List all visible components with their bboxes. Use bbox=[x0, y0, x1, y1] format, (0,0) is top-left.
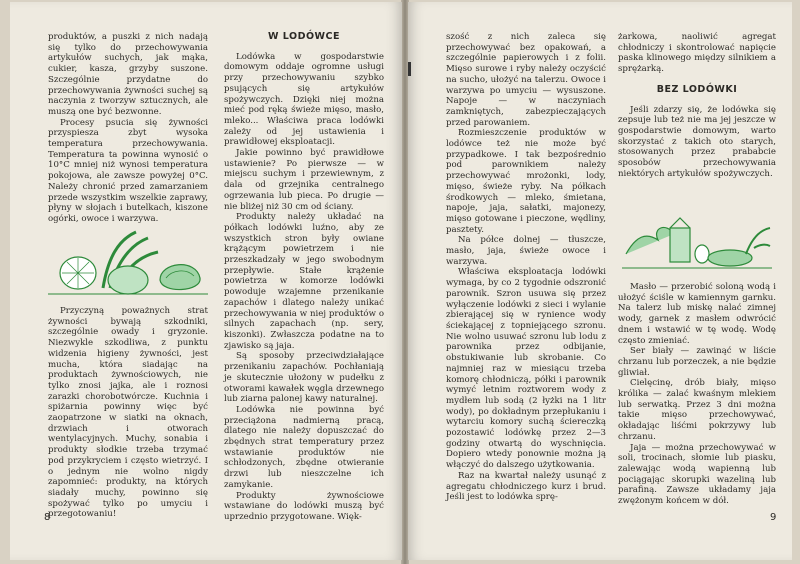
paragraph-defrosting: Właściwa eksploatacja lodówki wymaga, by co 2 tygodnie odszronić parownik. Szron usuwa się przez wyłączenie lodówki z sieci i wylanie zbierającej się w rynience wody ściekającej z topniejącego szronu. Nie wolno usuwać szronu lub lodu z parownika przez odbijanie, obstukiwanie lub skrobanie. Co najmniej raz w miesiącu trzeba komorę chłodniczą, półki i parownik wymyć letnim roztworem wody z mydłem lub sodą (2 łyżki na 1 litr wody), po dokładnym przepłukaniu i wytarciu komory suchą ściereczką pozostawić lodówkę przez 2—3 godziny otwartą do wyschnięcia. Dopiero wtedy ponownie można ją włączyć do dalszego użytkowania. bbox=[446, 267, 606, 471]
margin-mark bbox=[408, 62, 411, 76]
paragraph-cheese: Ser biały — zawinąć w liście chrzanu lub porzeczek, a nie będzie gliwiał. bbox=[618, 346, 776, 378]
left-column-1 bbox=[48, 32, 208, 225]
paragraph-preparation: Produkty żywnościowe wstawiane do lodówki muszą być uprzednio przygotowane. Więk- bbox=[224, 490, 384, 522]
left-page bbox=[10, 2, 402, 560]
paragraph-butter: Masło — przerobić soloną wodą i ułożyć ściśle w kamiennym garnku. Na talerz lub miskę nalać zimnej wody, garnek z masłem odwrócić dnem i wstawić w tę wodę. Wodę często zmieniać. bbox=[618, 282, 776, 346]
paragraph-fridge-placement: Jakie powinno być prawidłowe ustawienie? Po pierwsze — w miejscu suchym i przewiewnym, z dala od grzejnika centralnego ogrzewania lub pieca. Po drugie — nie bliżej niż 30 cm od ściany. bbox=[224, 148, 384, 212]
page-number-left: 8 bbox=[44, 512, 51, 523]
paragraph-continuation: produktów, a puszki z nich nadają się tylko do przechowywania artykułów suchych, jak mąka, cukier, kasza, grzyby suszone. Szczególnie przydatne do przechowywania żywności suchej są naczynia z tworzyw sztucznych, ale muszą one być bezwonne. bbox=[48, 32, 208, 117]
paragraph-eggs: Jaja — można przechowywać w soli, trocinach, słomie lub piasku, zalewając wodą wapienną lub pociągając skorupki wazeliną lub parafiną. Zawsze układamy jaja zwężonym końcem w dół. bbox=[618, 442, 776, 507]
left-column-1-lower bbox=[48, 306, 208, 520]
milk-carton bbox=[670, 228, 690, 262]
paragraph-odors: Są sposoby przeciwdziałające przenikaniu zapachów. Pochłaniają je skutecznie ułożony w pudełku z otworami kawałek węgla drzewnego lub ziarna palonej kawy naturalnej. bbox=[224, 351, 384, 405]
paragraph-overload: Lodówka nie powinna być przeciążona nadmierną pracą, dlatego nie należy dopuszczać do zbędnych strat temperatury przez wstawianie produktów nie schłodzonych, zbędne otwieranie drzwi lub nieszczelne ich zamykanie. bbox=[224, 404, 384, 490]
vegetables-illustration bbox=[48, 228, 208, 298]
paragraph-quarterly: Raz na kwartał należy usunąć z agregatu chłodniczego kurz i brud. Jeśli jest to lodówka sprę- bbox=[446, 470, 606, 503]
right-column-1 bbox=[446, 32, 606, 503]
right-column-2-lower bbox=[618, 282, 776, 507]
right-page bbox=[408, 2, 792, 560]
groceries-illustration bbox=[622, 214, 772, 272]
paragraph-meat: Cielęcinę, drób biały, mięso królika — zalać kwaśnym mlekiem lub serwatką. Przez 3 dni można takie mięso przechowywać, okładając liśćmi pokrzywy lub chrzanu. bbox=[618, 378, 776, 442]
page-number-right: 9 bbox=[770, 512, 777, 523]
onion-bulb bbox=[108, 266, 148, 294]
paragraph-bottom-shelf: Na półce dolnej — tłuszcze, masło, jaja, świeże owoce i warzywa. bbox=[446, 235, 606, 267]
paragraph-arrangement: Rozmieszczenie produktów w lodówce też nie może być przypadkowe. I tak bezpośrednio pod parownikiem należy przechowywać mrożonki, lody, mięso, świeże ryby. Na półkach środkowych — mleko, śmietana, napoje, jaja, sałatki, majonezy, mięso gotowane i pieczone, wędliny, pasztety. bbox=[446, 128, 606, 235]
paragraph-compressor: żarkowa, naoliwić agregat chłodniczy i skontrolować napięcie paska klinowego między silnikiem a sprężarką. bbox=[618, 32, 776, 75]
paragraph-fridge-intro: Lodówka w gospodarstwie domowym oddaje ogromne usługi przy przechowywaniu szybko psujących się artykułów spożywczych. Dzięki niej można mieć pod ręką świeże mięso, masło, mleko... Właściwa praca lodówki zależy od jej ustawienia i prawidłowej eksploatacji. bbox=[224, 51, 384, 148]
herb-sprig bbox=[746, 228, 770, 254]
leafy-greens bbox=[626, 227, 674, 254]
cabbage-head bbox=[160, 265, 200, 290]
right-column-2 bbox=[618, 32, 776, 179]
paragraph-packaging: szość z nich zaleca się przechowywać bez opakowań, a szczególnie papierowych i z folii. Mięso surowe i ryby należy oczyścić na sucho, ułożyć na talerzu. Owoce i warzywa po umyciu — wysuszone. Napoje — w naczyniach zamkniętych, zabezpieczających przed parowaniem. bbox=[446, 32, 606, 128]
paragraph-pests: Przyczyną poważnych strat żywności bywają szkodniki, szczególnie owady i gryzonie. Niezwykle szkodliwa, z punktu widzenia higieny żywności, jest mucha, która siadając na produktach żywnościowych, nie tylko znosi jajka, ale i roznosi zarazki chorobotwórcze. Kuchnia i spiżarnia powinny więc być zaopatrzone w siatki na oknach, drzwiach i otworach wentylacyjnych. Muchy, sonabia i produkty słodkie trzeba trzymać pod przykryciem i często wietrzyć. I o jednym nie wolno nigdy zapomnieć: produkty, na których siadały muchy, powinno się spożywać tylko po umyciu i przegotowaniu! bbox=[48, 306, 208, 520]
egg bbox=[695, 245, 709, 263]
paragraph-fridge-loading: Produkty należy układać na półkach lodówki luźno, aby ze wszystkich stron były owiane krążącym powietrzem i nie przeszkadzały w jego swobodnym przepływie. Stałe krążenie powietrza w komorze lodówki powoduje wzajemne przenikanie zapachów i dlatego należy unikać przechowywania w niej produktów o silnych zapachach (np. sery, kiszonki). Zwłaszcza podatne na to zjawisko są jaja. bbox=[224, 212, 384, 351]
paragraph-old-methods: Jeśli zdarzy się, że lodówka się zepsuje lub też nie ma jej jeszcze w gospodarstwie domowym, warto skorzystać z takich oto starych, stosowanych przez prababcie sposobów przechowywania niektórych artykułów spożywczych. bbox=[618, 104, 776, 179]
left-column-2 bbox=[224, 32, 384, 523]
paragraph-temperature: Procesy psucia się żywności przyspiesza zbyt wysoka temperatura przechowywania. Temperatura ta powinna wynosić o 10°C mniej niż wynosi temperatura pokojowa, ale zawsze powyżej 0°C. Należy chronić przed zamarzaniem przede wszystkim wszelkie zaprawy, płyny w słojach i butelkach, kiszone ogórki, owoce i warzywa. bbox=[48, 117, 208, 224]
section-heading-no-fridge: BEZ LODÓWKI bbox=[656, 83, 738, 95]
section-heading-fridge: W LODÓWCE bbox=[268, 31, 340, 42]
meat-plate bbox=[708, 250, 752, 266]
